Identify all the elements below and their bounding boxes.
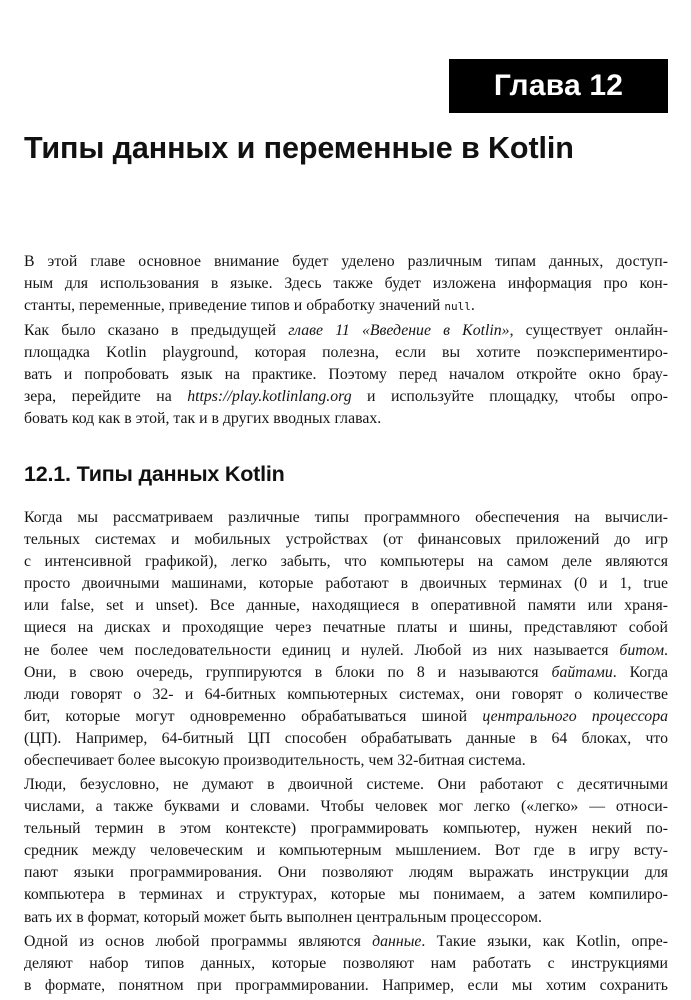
chapter-reference: главе 11 «Введение в Kotlin» xyxy=(288,322,510,339)
text-line: щиеся на дисках и проходящие через печатные платы и шины, представляют собой xyxy=(24,619,668,637)
text-line: деляют набор типов данных, которые позволяют нам работать с инструкциями xyxy=(24,955,668,973)
term-cpu: центрального процессора xyxy=(482,707,668,725)
chapter-label: Глава 12 xyxy=(493,69,624,102)
text-line: или false, set и unset). Все данные, находящиеся в оперативной памяти или храня- xyxy=(24,597,668,615)
text-line: ным для использования в языке. Здесь также будет изложена информация про кон- xyxy=(24,275,668,293)
text-run: зера, перейдите на xyxy=(24,388,188,406)
text-run: станты, переменные, приведение типов и обработку значений xyxy=(24,297,445,315)
text-run: Они, в свою очередь, группируются в блоки по 8 и называются xyxy=(24,663,552,681)
text-run: Одной из основ любой программы являются xyxy=(24,933,373,950)
text-run: , существует онлайн- xyxy=(509,322,668,339)
text-line: площадка Kotlin playground, которая полезна, если вы хотите поэкспериментиро- xyxy=(24,344,668,362)
text-run: . Такие языки, как Kotlin, опре- xyxy=(421,933,668,950)
text-line: просто двоичными машинами, которые работают в двоичных терминах (0 и 1, true xyxy=(24,575,668,593)
text-line xyxy=(24,386,668,408)
text-line: люди говорят о 32- и 64-битных компьютерных системах, они говорят о количестве xyxy=(24,685,668,703)
text-line: Когда мы рассматриваем различные типы программного обеспечения на вычисли- xyxy=(24,509,668,526)
text-line: средник между человеческим и компьютерным мышлением. Вот где в игру всту- xyxy=(24,842,668,860)
playground-url: https://play.kotlinlang.org xyxy=(187,388,352,406)
text-run: бит, которые могут одновременно обрабатываться шиной xyxy=(24,707,483,725)
section-paragraph-3 xyxy=(24,931,668,997)
chapter-label-box xyxy=(449,59,668,113)
section-paragraph-2 xyxy=(24,774,668,929)
section-title: 12.1. Типы данных Kotlin xyxy=(24,462,285,486)
text-line xyxy=(24,320,668,342)
text-line: с интенсивной графикой), легко забыть, что компьютеры на самом деле являются xyxy=(24,553,668,571)
intro-paragraph-2 xyxy=(24,320,668,430)
text-line: (ЦП). Например, 64-битный ЦП способен обрабатывать данные в 64 блоках, что xyxy=(24,729,668,747)
text-line: тельных системах и мобильных устройствах (от финансовых приложений до игр xyxy=(24,531,668,549)
code-null: null xyxy=(444,300,471,314)
text-line: В этой главе основное внимание будет уделено различным типам данных, доступ- xyxy=(24,253,668,270)
intro-paragraph-1 xyxy=(24,251,668,317)
text-line: Люди, безусловно, не думают в двоичной системе. Они работают с десятичными xyxy=(24,776,668,793)
text-line xyxy=(24,662,668,684)
text-line: вать их в формат, который может быть выполнен центральным процессором. xyxy=(24,908,542,926)
text-run: . Когда xyxy=(612,663,668,681)
term-byte: байтами xyxy=(551,663,613,681)
text-line: обеспечивает более высокую производительность, чем 32-битная система. xyxy=(24,752,526,770)
text-line xyxy=(24,706,668,728)
text-run: . xyxy=(470,297,475,315)
text-run: . xyxy=(664,641,668,659)
text-line: пают языки программирования. Они позволяют людям выражать инструкции для xyxy=(24,864,668,882)
text-line xyxy=(24,640,668,662)
text-run: Как было сказано в предыдущей xyxy=(24,322,289,339)
text-line: в формате, понятном при программировании. Например, если мы хотим сохранить xyxy=(24,977,668,995)
text-line: тельный термин в этом контексте) программировать компьютер, нужен некий по- xyxy=(24,820,668,838)
text-line: компьютера в терминах и структурах, которые мы понимаем, а затем компилиро- xyxy=(24,886,668,904)
text-line xyxy=(24,295,668,317)
text-run: и используйте площадку, чтобы опро- xyxy=(351,388,668,406)
text-line xyxy=(24,931,668,953)
text-line: бовать код как в этой, так и в других вводных главах. xyxy=(24,410,382,428)
term-data: данные xyxy=(372,933,422,950)
term-bit: битом xyxy=(619,641,665,659)
text-run: не более чем последовательности единиц и нулей. Любой из них называется xyxy=(24,641,620,659)
section-paragraph-1 xyxy=(24,507,668,772)
text-line: числами, а также буквами и словами. Чтобы человек мог легко («легко» — относи- xyxy=(24,798,668,816)
chapter-title: Типы данных и переменные в Kotlin xyxy=(24,131,574,165)
text-line: вать и попробовать язык на практике. Поэтому перед началом откройте окно брау- xyxy=(24,366,668,384)
